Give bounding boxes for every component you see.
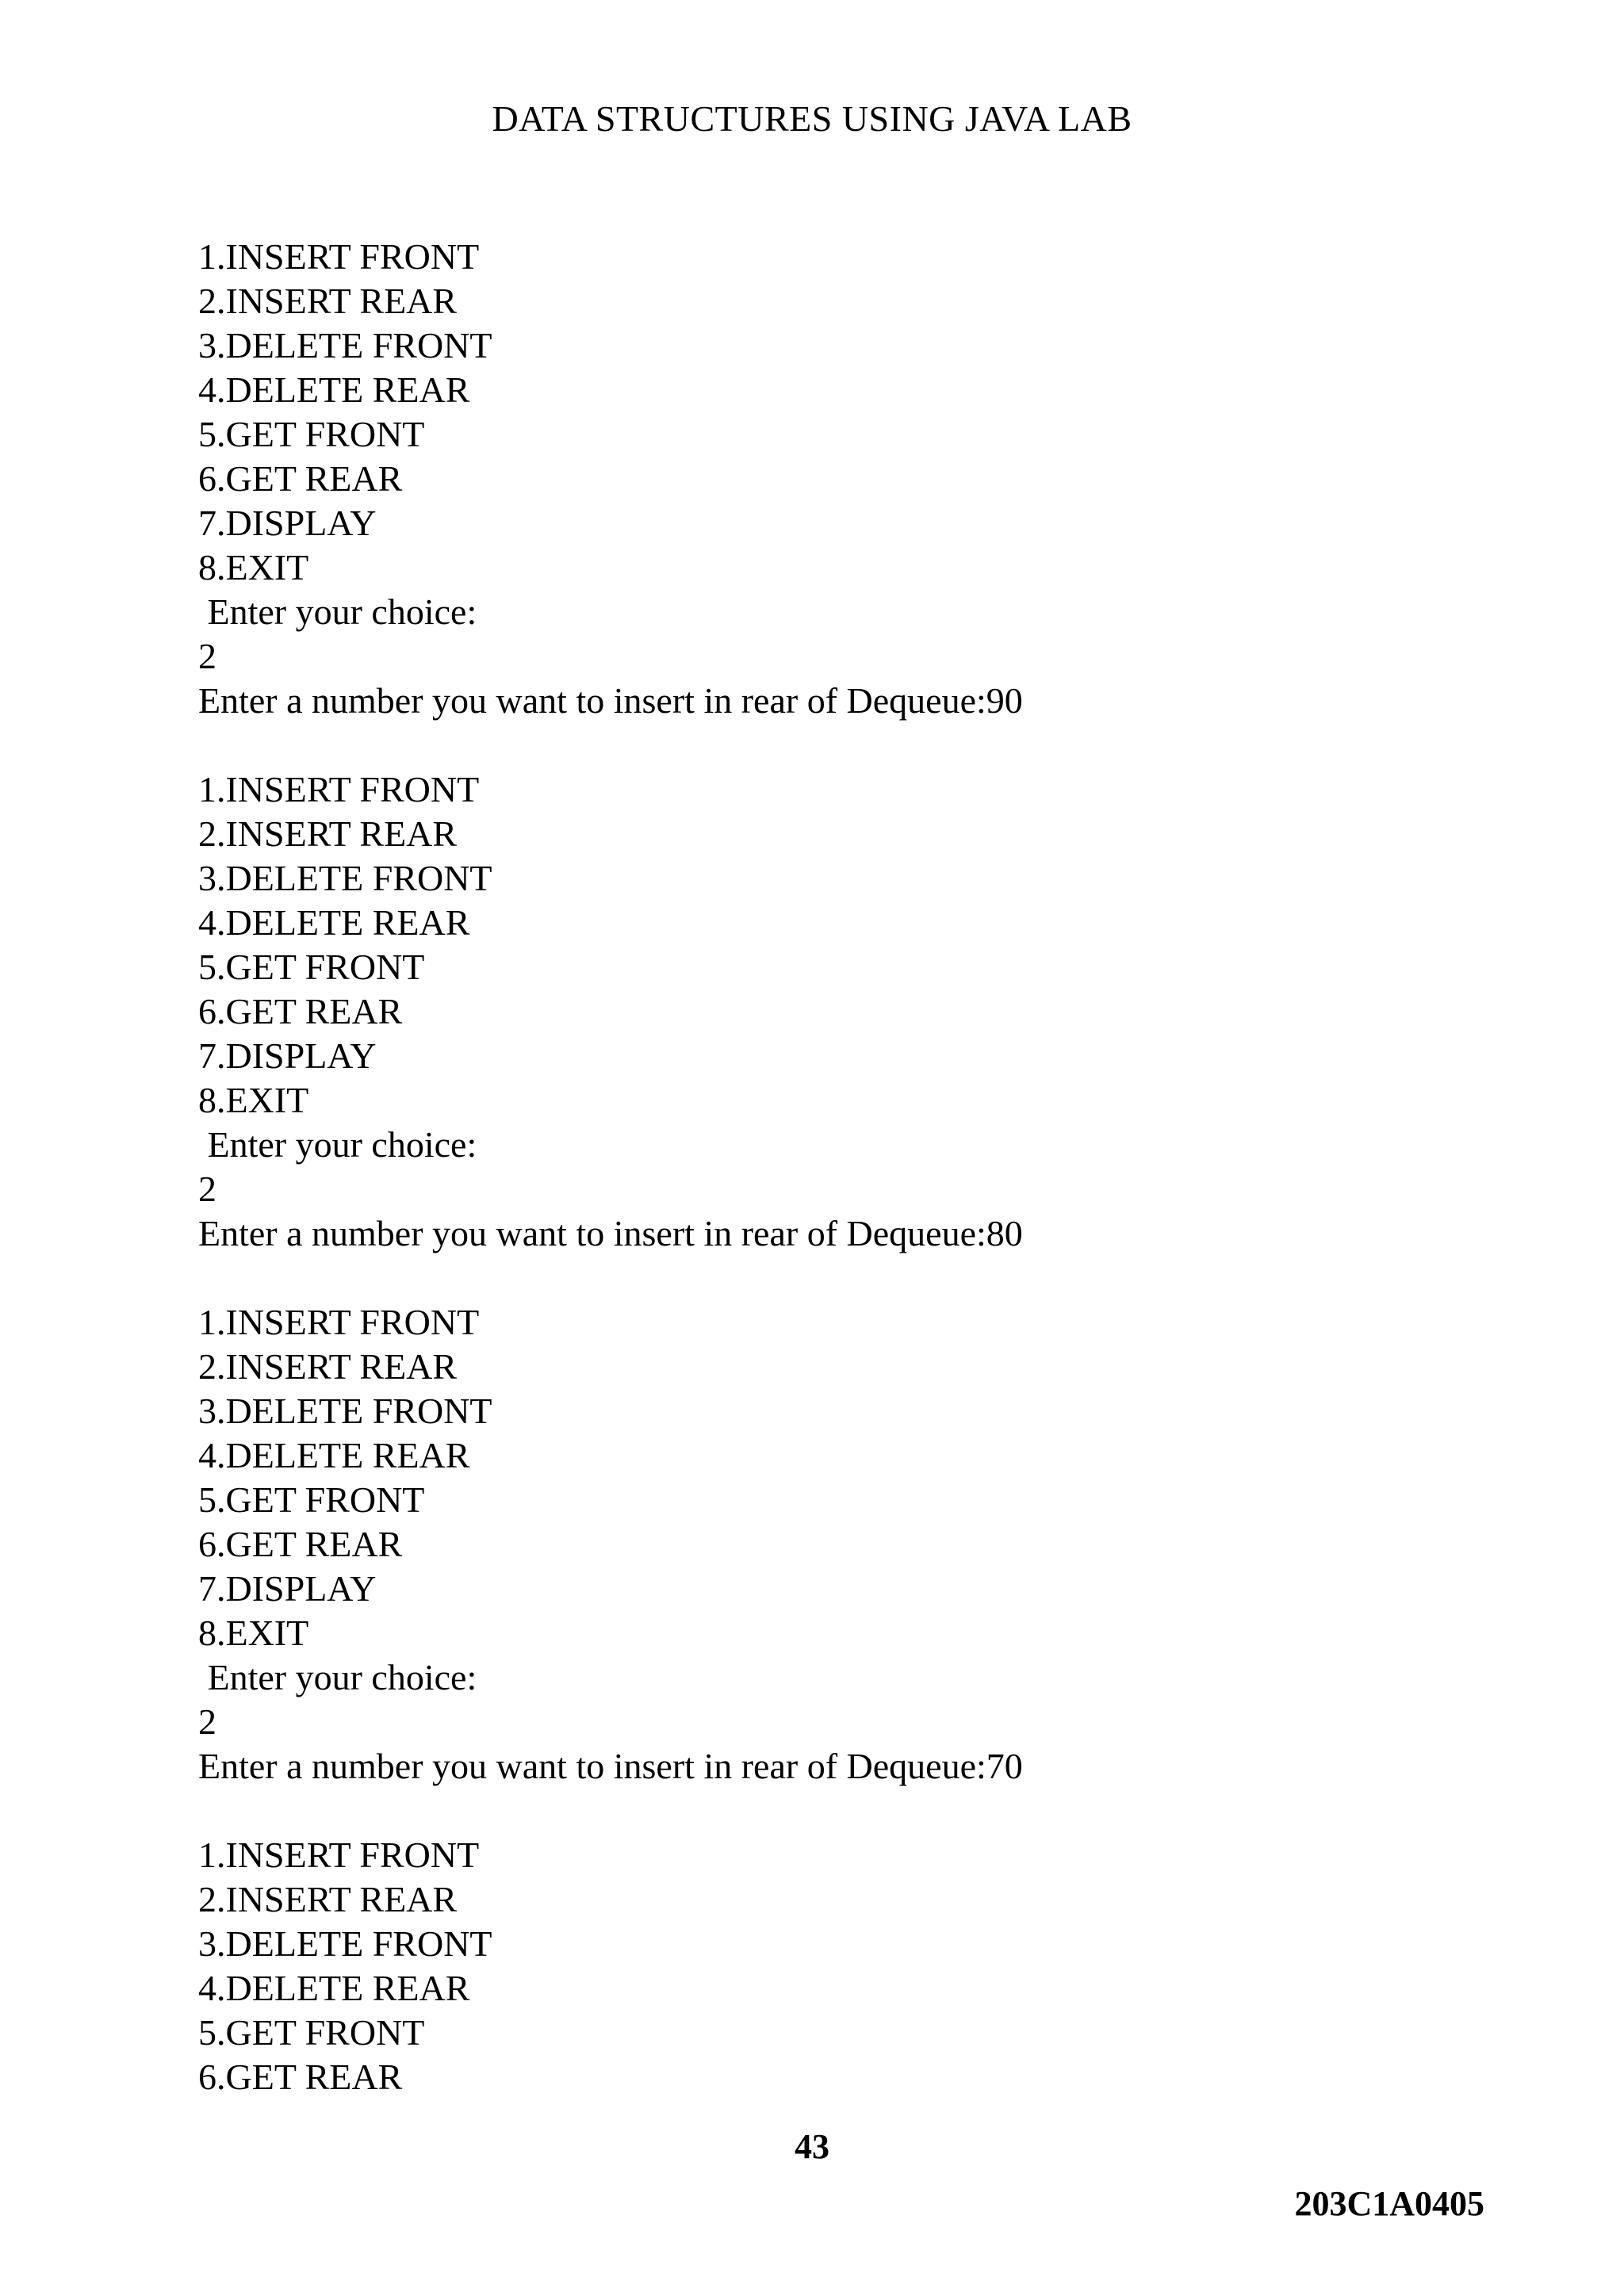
menu-line: 6.GET REAR: [198, 991, 403, 1031]
menu-line: 8.EXIT: [198, 1613, 309, 1653]
prompt-line: Enter your choice:: [198, 1124, 477, 1165]
insert-result-line: Enter a number you want to insert in rear of Dequeue:70: [198, 1746, 1023, 1786]
menu-line: 6.GET REAR: [198, 1524, 403, 1564]
roll-number: 203C1A0405: [1294, 2184, 1484, 2223]
output-block: [198, 1300, 1467, 1789]
menu-line: 7.DISPLAY: [198, 1568, 377, 1609]
menu-line: 2.INSERT REAR: [198, 1879, 458, 1919]
menu-line: 1.INSERT FRONT: [198, 1302, 480, 1342]
choice-input-line: 2: [198, 1701, 216, 1742]
menu-line: 2.INSERT REAR: [198, 1346, 458, 1387]
menu-line: 5.GET FRONT: [198, 947, 425, 987]
menu-line: 5.GET FRONT: [198, 414, 425, 454]
output-block: [198, 235, 1467, 723]
menu-line: 4.DELETE REAR: [198, 1968, 470, 2008]
insert-result-line: Enter a number you want to insert in rear of Dequeue:90: [198, 680, 1023, 721]
menu-line: 8.EXIT: [198, 547, 309, 587]
menu-line: 1.INSERT FRONT: [198, 769, 480, 809]
output-block: [198, 767, 1467, 1256]
menu-line: 7.DISPLAY: [198, 503, 377, 543]
page-number: 43: [795, 2127, 829, 2166]
menu-line: 6.GET REAR: [198, 2057, 403, 2097]
insert-result-line: Enter a number you want to insert in rear of Dequeue:80: [198, 1213, 1023, 1253]
menu-line: 4.DELETE REAR: [198, 902, 470, 943]
menu-line: 3.DELETE FRONT: [198, 1923, 492, 1964]
menu-line: 3.DELETE FRONT: [198, 325, 492, 365]
menu-line: 6.GET REAR: [198, 458, 403, 499]
menu-line: 3.DELETE FRONT: [198, 858, 492, 898]
output-block: [198, 1833, 1467, 2099]
program-output: [198, 235, 1467, 2099]
choice-input-line: 2: [198, 636, 216, 676]
menu-line: 4.DELETE REAR: [198, 1435, 470, 1475]
menu-line: 7.DISPLAY: [198, 1035, 377, 1076]
prompt-line: Enter your choice:: [198, 1657, 477, 1697]
menu-line: 1.INSERT FRONT: [198, 1835, 480, 1875]
menu-line: 2.INSERT REAR: [198, 281, 458, 321]
menu-line: 8.EXIT: [198, 1080, 309, 1120]
choice-input-line: 2: [198, 1169, 216, 1209]
menu-line: 1.INSERT FRONT: [198, 236, 480, 277]
prompt-line: Enter your choice:: [198, 591, 477, 632]
menu-line: 4.DELETE REAR: [198, 369, 470, 410]
page-header: DATA STRUCTURES USING JAVA LAB: [492, 98, 1132, 139]
menu-line: 5.GET FRONT: [198, 1479, 425, 1520]
menu-line: 3.DELETE FRONT: [198, 1391, 492, 1431]
menu-line: 2.INSERT REAR: [198, 813, 458, 854]
menu-line: 5.GET FRONT: [198, 2012, 425, 2053]
